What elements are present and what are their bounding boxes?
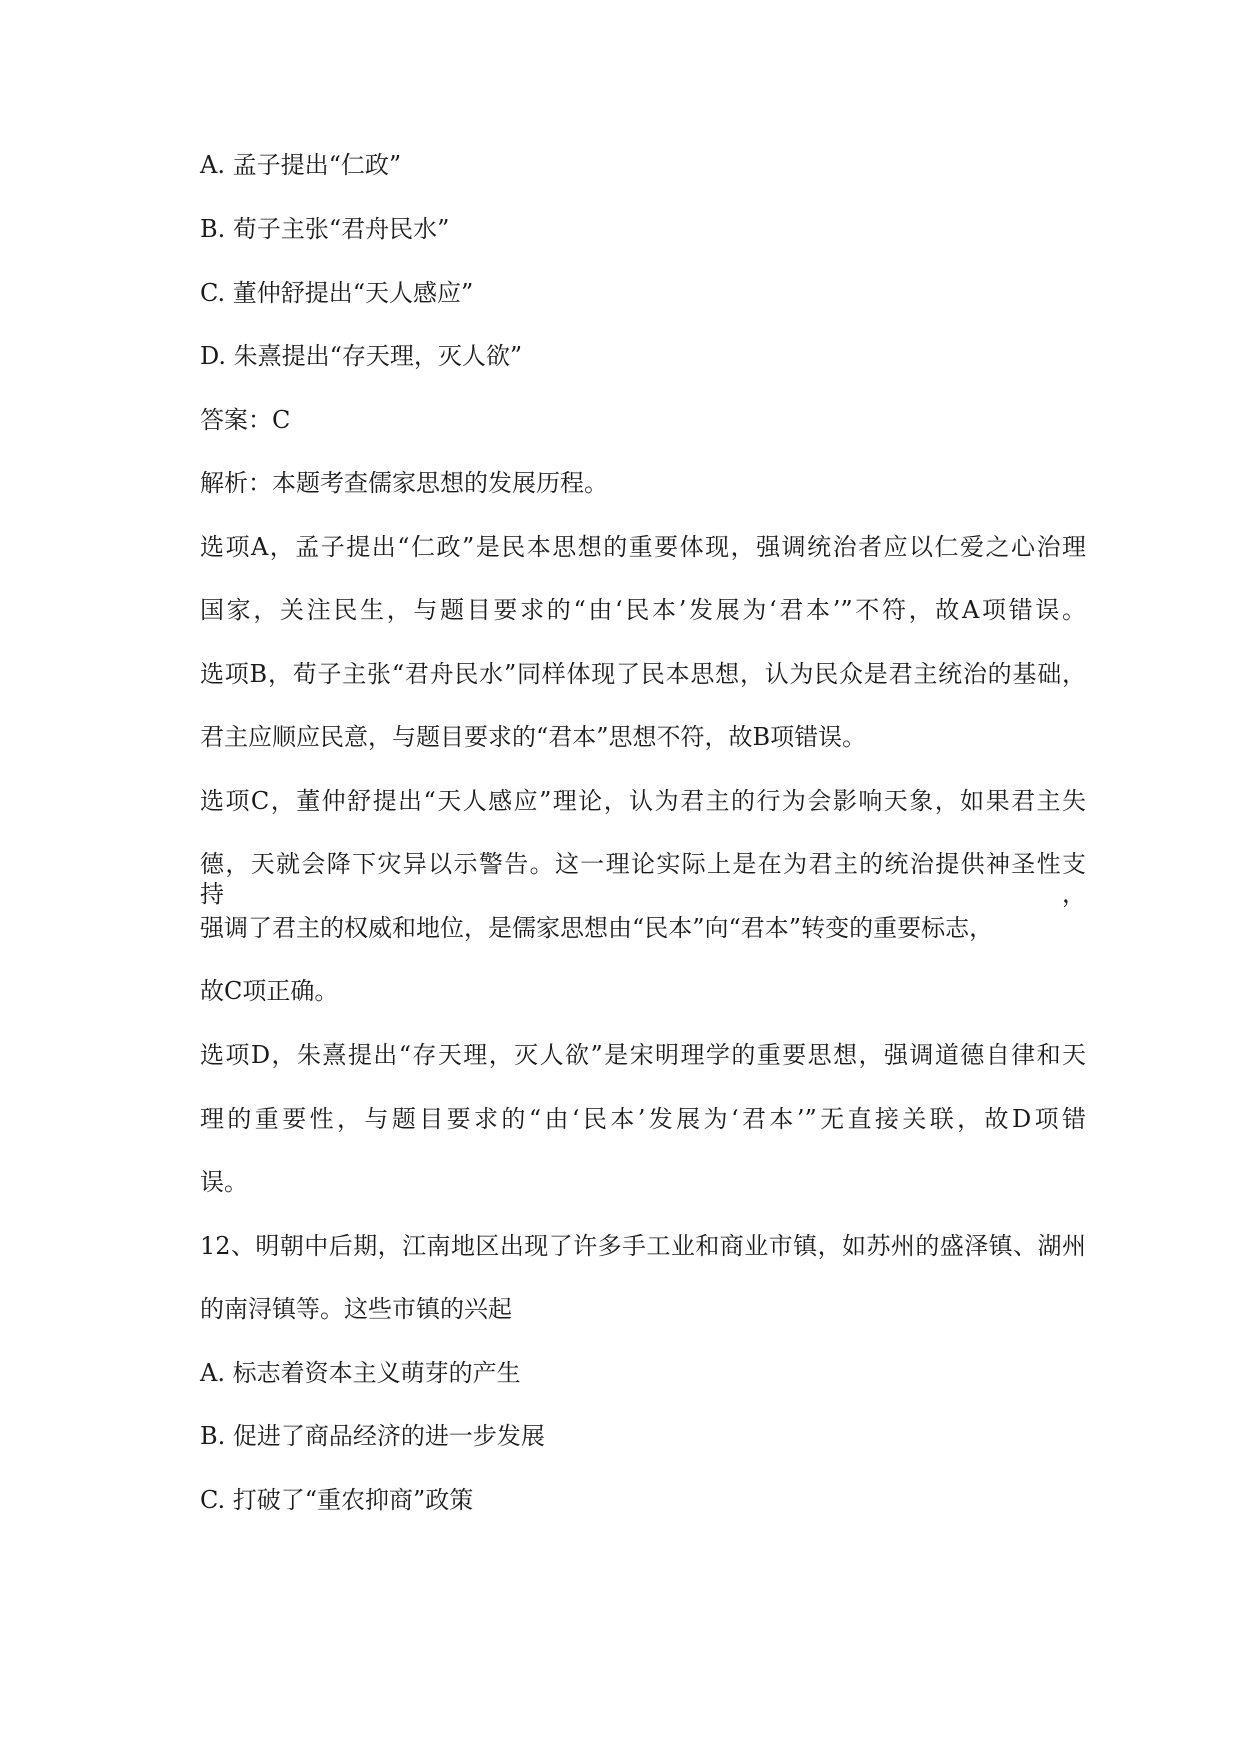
analysis-c-line-3: 强调了君主的权威和地位，是儒家思想由“民本”向“君本”转变的重要标志， (200, 914, 994, 942)
question-12-line-1: 12、明朝中后期，江南地区出现了许多手工业和商业市镇，如苏州的盛泽镇、湖州 (200, 1232, 1086, 1260)
analysis-intro: 解析：本题考查儒家思想的发展历程。 (200, 469, 608, 497)
option-b-line: B. 荀子主张“君舟民水” (200, 215, 450, 243)
option-c-line: C. 董仲舒提出“天人感应” (200, 279, 474, 307)
analysis-c-line-1: 选项C，董仲舒提出“天人感应”理论，认为君主的行为会影响天象，如果君主失 (200, 787, 1086, 815)
analysis-d-line-1: 选项D，朱熹提出“存天理，灭人欲”是宋明理学的重要思想，强调道德自律和天 (200, 1041, 1086, 1069)
question-12-line-2: 的南浔镇等。这些市镇的兴起 (200, 1295, 512, 1323)
analysis-d-line-2: 理的重要性，与题目要求的“由‘民本’发展为‘君本’”无直接关联，故D项错 (200, 1105, 1086, 1133)
q12-option-c: C. 打破了“重农抑商”政策 (200, 1486, 474, 1514)
analysis-d-line-3: 误。 (200, 1168, 248, 1196)
option-d-line: D. 朱熹提出“存天理，灭人欲” (200, 342, 523, 370)
answer-line: 答案：C (200, 406, 291, 434)
analysis-c-line-2: 德，天就会降下灾异以示警告。这一理论实际上是在为君主的统治提供神圣性支持， (200, 850, 1086, 908)
analysis-c-line-4: 故C项正确。 (200, 977, 339, 1005)
analysis-b-line-2: 君主应顺应民意，与题目要求的“君本”思想不符，故B项错误。 (200, 723, 867, 751)
q12-option-b: B. 促进了商品经济的进一步发展 (200, 1422, 545, 1450)
analysis-a-line-1: 选项A，孟子提出“仁政”是民本思想的重要体现，强调统治者应以仁爱之心治理 (200, 533, 1086, 561)
q12-option-a: A. 标志着资本主义萌芽的产生 (200, 1359, 521, 1387)
option-a-line: A. 孟子提出“仁政” (200, 151, 402, 179)
analysis-b-line-1: 选项B，荀子主张“君舟民水”同样体现了民本思想，认为民众是君主统治的基础， (200, 660, 1086, 688)
analysis-a-line-2: 国家，关注民生，与题目要求的“由‘民本’发展为‘君本’”不符，故A项错误。 (200, 596, 1086, 624)
